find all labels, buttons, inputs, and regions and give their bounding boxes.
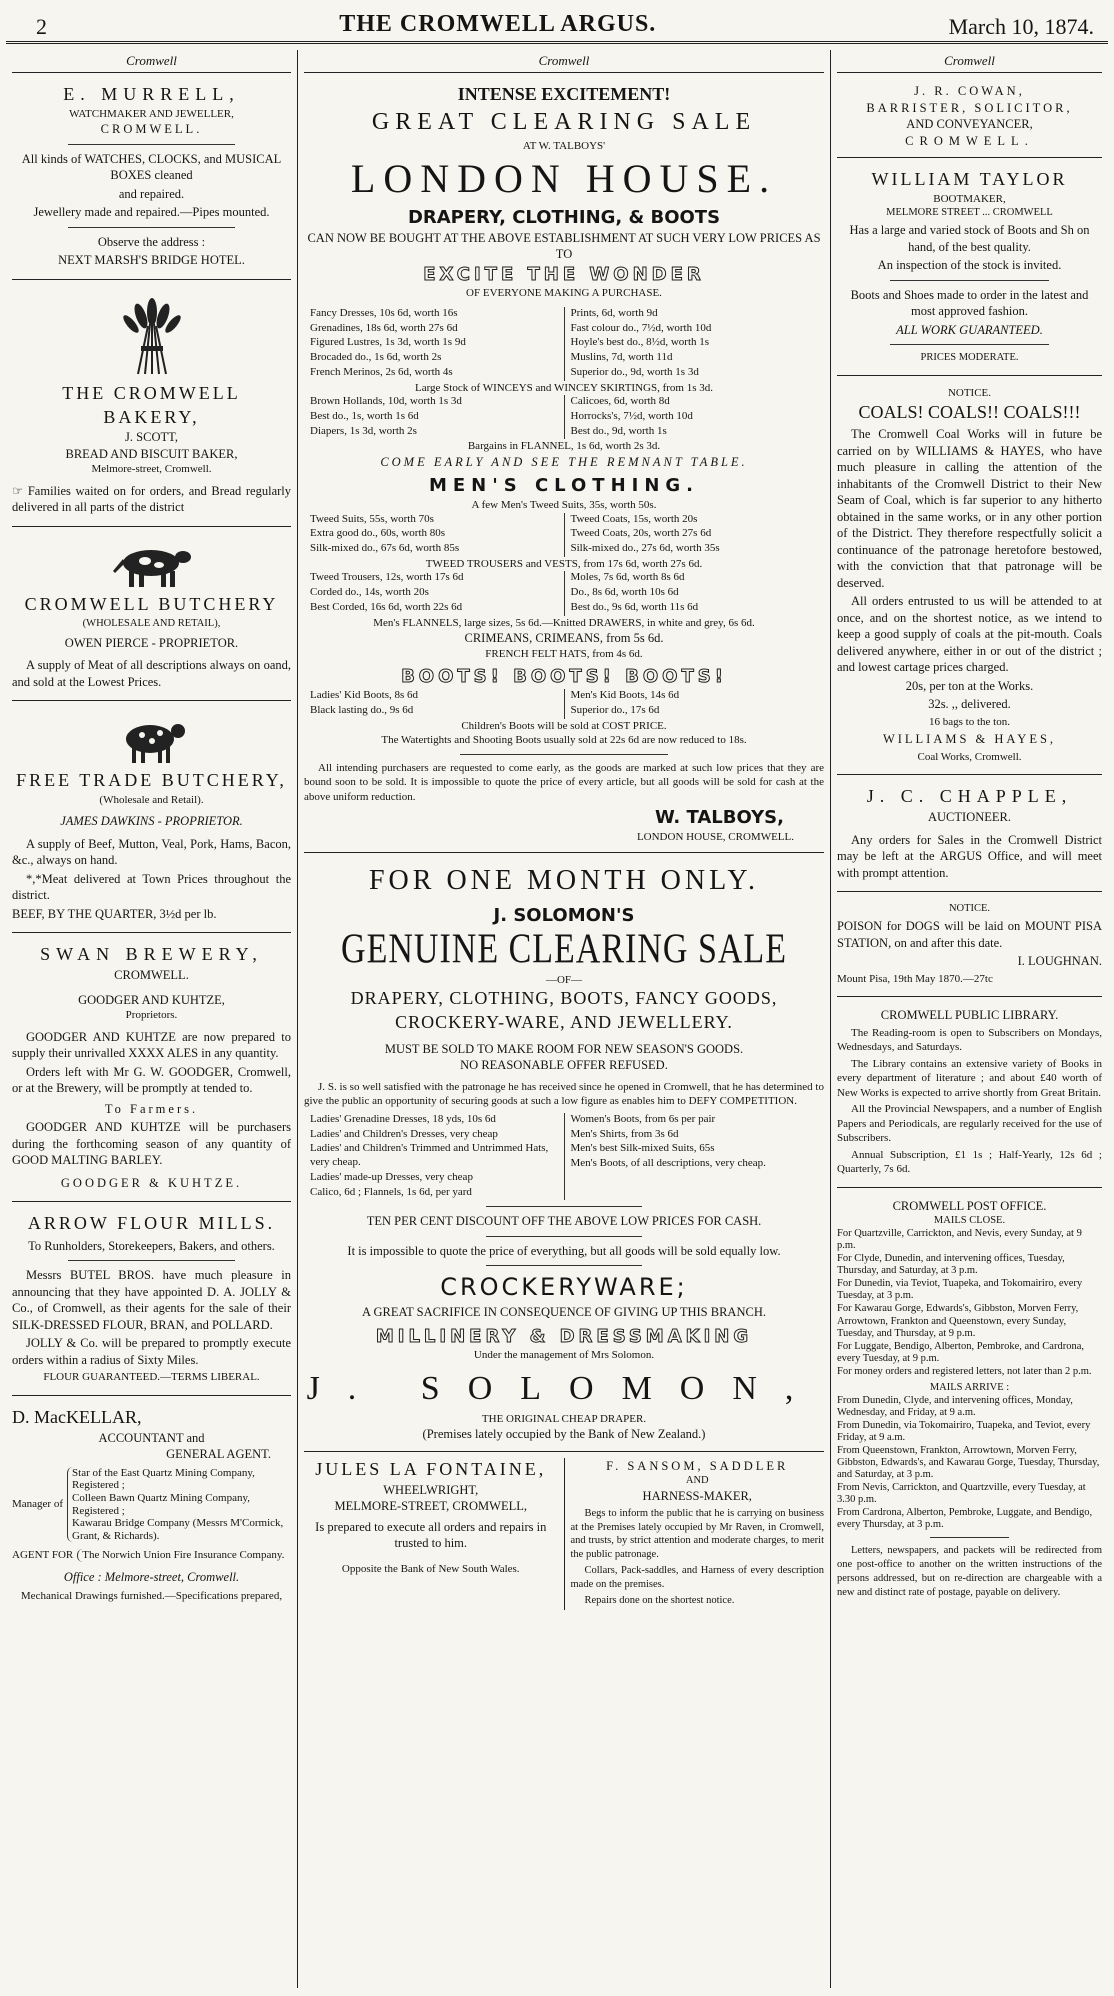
list-item: Tweed Suits, 55s, worth 70s [310, 512, 434, 525]
ad-post-office: CROMWELL POST OFFICE. MAILS CLOSE. For Quartzville, Carrickton, and Nevis, every Sunday, at 9 p.m. For Clyde, Dunedin, and intervening offices, Tuesday, Thursday, and Saturday, at 3 p.m. For Dunedin, via Teviot, Tuapeka, and Tokomairiro, every Tuesday, at 3 p.m. For Kawarau Gorge, Edwards's, Gibbston, Morven Ferry, Arrowtown, Frankton and Queenstown, every Sunday, Tuesday, and Thursday, at 9 p.m. For Luggate, Bendigo, Alberton, Pembroke, and Cardrona, every Tuesday, at 9 p.m. For money orders and registered letters, not later than 2 p.m. MAILS ARRIVE : From Dunedin, Clyde, and intervening offices, Monday, Wednesday, and Friday, at 9 a.m. From Dunedin, via Tokomairiro, Tuapeka, and Teviot, every Friday, at 9 a.m. From Queenstown, Frankton, Arrowtown, Morven Ferry, Gibbston, Edwards's, and Kawarau Gorge, Tuesday, Thursday, and Saturday, at 3 p.m. From Nevis, Carrickton, and Quartzville, every Tuesday, at 3.30 p.m. From Cardrona, Alberton, Pembroke, Luggate, and Bendigo, every Thursday, at 3 p.m. Letters, newspapers, and packets will be redirected from one post-office to another on the written instructions of the persons addressed, but on re-direction are chargeable with a new and distinct rate of postage, payable on delivery. [837, 1198, 1102, 1598]
wheat-sheaf-icon [117, 294, 187, 378]
list-item: Diapers, 1s 3d, worth 2s [310, 424, 417, 437]
list-item: Tweed Trousers, 12s, worth 17s 6d [310, 571, 464, 584]
ad-title: FREE TRADE BUTCHERY, [16, 770, 287, 791]
list-item: Ladies' Kid Boots, 8s 6d [310, 689, 419, 701]
ad-swan-brewery: SWAN BREWERY, CROMWELL. GOODGER AND KUHTZE, Proprietors. GOODGER AND KUHTZE are now prepared to supply their unrivalled XXXX ALES in any quantity. Orders left with Mr G. W. GOODGER, Cromwell, or at the Brewery, will be promptly at tended to. To Farmers. GOODGER AND KUHTZE will be purchasers during the forthcoming season of any quantity of GOOD MALTING BARLEY. GOODGER & KUHTZE. [12, 939, 291, 1202]
list-item: Figured Lustres, 1s 3d, worth 1s 9d [310, 336, 466, 349]
ad-title: WILLIAM TAYLOR [871, 169, 1068, 190]
ad-title: COALS! COALS!! COALS!!! [858, 401, 1081, 422]
ox-icon [107, 541, 197, 589]
list-item: Muslins, 7d, worth 11d [570, 351, 673, 364]
ram-icon [112, 715, 192, 765]
list-item: From Cardrona, Alberton, Pembroke, Luggate, and Bendigo, every Thursday, at 3 p.m. [837, 1507, 1093, 1531]
issue-date: March 10, 1874. [948, 13, 1094, 39]
ad-title: CROMWELL POST OFFICE. [892, 1198, 1047, 1213]
list-item: Calico, 6d ; Flannels, 1s 6d, per yard [310, 1185, 472, 1198]
ad-title: D. MacKELLAR, [12, 1406, 142, 1427]
ad-title: THE CROMWELL BAKERY, [62, 382, 241, 427]
column-middle [298, 50, 831, 1988]
ad-title: J. R. COWAN, [914, 84, 1025, 99]
list-item: Tweed Coats, 15s, worth 20s [570, 512, 698, 525]
list-item: Superior do., 9d, worth 1s 3d [570, 365, 699, 378]
list-item: Silk-mixed do., 67s 6d, worth 85s [310, 542, 460, 555]
list-item: Prints, 6d, worth 9d [570, 306, 658, 319]
list-item: Black lasting do., 9s 6d [310, 703, 414, 716]
ad-title: E. MURRELL, [63, 84, 240, 105]
list-item: Ladies' Grenadine Dresses, 18 yds, 10s 6d [310, 1112, 496, 1125]
page-number: 2 [36, 13, 47, 39]
list-item: Grenadines, 18s 6d, worth 27s 6d [310, 321, 458, 334]
newspaper-page [6, 6, 1108, 1988]
list-item: Tweed Coats, 20s, worth 27s 6d [570, 527, 712, 540]
column-head: Cromwell [837, 50, 1102, 73]
list-item: Horrocks's, 7½d, worth 10d [570, 409, 693, 422]
column-left [6, 50, 298, 1988]
list-item: From Queenstown, Frankton, Arrowtown, Morven Ferry, Gibbston, Edwards's, and Kawarau Gorge, Tuesday, Thursday, and Saturday, at 3 p.m. [837, 1444, 1100, 1481]
ad-title: CROMWELL BUTCHERY [24, 593, 279, 614]
masthead [6, 6, 1108, 44]
list-item: Best Corded, 16s 6d, worth 22s 6d [310, 600, 463, 613]
list-item: Ladies' and Children's Dresses, very cheap [310, 1127, 498, 1140]
ad-public-library: CROMWELL PUBLIC LIBRARY. The Reading-room is open to Subscribers on Mondays, Wednesdays, and Saturdays. The Library contains an extensive variety of Books in every department of literature ; and about £40 worth of New Works is expected to arrive shortly from Great Britain. All the Provincial Newspapers, and a number of English Papers and Periodicals, are regularly received for the use of Subscribers. Annual Subscription, £1 1s ; Half-Yearly, 12s 6d ; Quarterly, 7s 6d. [837, 1003, 1102, 1188]
ad-solomon: FOR ONE MONTH ONLY. J. SOLOMON'S GENUINE CLEARING SALE —OF— DRAPERY, CLOTHING, BOOTS, FANCY GOODS, CROCKERY-WARE, AND JEWELLERY. MUST BE SOLD TO MAKE ROOM FOR NEW SEASON'S GOODS. NO REASONABLE OFFER REFUSED. J. S. is so well satisfied with the patronage he has received since he opened in Cromwell, that he has determined to give the public an opportunity of securing goods at such a low figure as enables him to DEFY COMPETITION. Ladies' Grenadine Dresses, 18 yds, 10s 6d Ladies' and Children's Dresses, very cheap Ladies' and Children's Trimmed and Untrimmed Hats, very cheap. Ladies' made-up Dresses, very cheap Calico, 6d ; Flannels, 1s 6d, per yard Women's Boots, from 6s per pair Men's Shirts, from 3s 6d Men's best Silk-mixed Suits, 65s Men's Boots, of all descriptions, very cheap. TEN PER CENT DISCOUNT OFF THE ABOVE LOW PRICES FOR CASH. It is impossible to quote the price of everything, but all goods will be sold equally low. CROCKERYWARE; A GREAT SACRIFICE IN CONSEQUENCE OF GIVING UP THIS BRANCH. MILLINERY & DRESSMAKING Under the management of Mrs Solomon. J. SOLOMON, THE ORIGINAL CHEAP DRAPER. (Premises lately occupied by the Bank of New Zealand.) [304, 859, 824, 1451]
ad-title: JULES LA FONTAINE, [315, 1458, 547, 1479]
list-item: For Kawarau Gorge, Edwards's, Gibbston, Morven Ferry, Arrowtown, Frankton and Queenstown, every Sunday, Tuesday, and Thursday, at 9 p.m. [837, 1303, 1079, 1339]
ad-mackellar: D. MacKELLAR, ACCOUNTANT and GENERAL AGENT. Manager of Star of the East Quartz Mining Company, Registered ; Colleen Bawn Quartz Mining Company, Registered ; Kawarau Bridge Company (Messrs M'Cormick, Grant, & Richards). AGENT FOR The Norwich Union Fire Insurance Company. Office : Melmore-street, Cromwell. Mechanical Drawings furnished.—Specifications prepared, [12, 1402, 291, 1614]
list-item: Men's Boots, of all descriptions, very cheap. [570, 1157, 766, 1170]
list-item: Do., 8s 6d, worth 10s 6d [570, 586, 679, 599]
list-item: Brocaded do., 1s 6d, worth 2s [310, 351, 442, 364]
ad-murrell: E. MURRELL, WATCHMAKER AND JEWELLER, CROMWELL. All kinds of WATCHES, CLOCKS, and MUSICAL BOXES cleaned and repaired. Jewellery made and repaired.—Pipes mounted. Observe the address : NEXT MARSH'S BRIDGE HOTEL. [12, 79, 291, 280]
list-item: For Quartzville, Carrickton, and Nevis, every Sunday, at 9 p.m. [837, 1228, 1082, 1252]
list-item: Ladies' made-up Dresses, very cheap [310, 1170, 473, 1183]
ad-title: F. SANSOM, SADDLER [606, 1458, 789, 1473]
list-item: French Merinos, 2s 6d, worth 4s [310, 365, 453, 378]
ad-title: SWAN BREWERY, [40, 944, 263, 965]
list-item: Men's Shirts, from 3s 6d [570, 1127, 679, 1140]
list-item: Best do., 9s 6d, worth 11s 6d [570, 600, 699, 613]
list-item: Corded do., 14s, worth 20s [310, 586, 429, 599]
list-item: Silk-mixed do., 27s 6d, worth 35s [570, 542, 720, 555]
list-item: Fancy Dresses, 10s 6d, worth 16s [310, 306, 458, 319]
list-item: For Dunedin, via Teviot, Tuapeka, and Tokomairiro, every Tuesday, at 3 p.m. [837, 1278, 1083, 1302]
ad-jules-la-fontaine: JULES LA FONTAINE, WHEELWRIGHT, MELMORE-STREET, CROMWELL, Is prepared to execute all orders and repairs in trusted to him. Opposite the Bank of New South Wales. [304, 1458, 565, 1610]
column-right [831, 50, 1108, 1988]
list-item: Extra good do., 60s, worth 80s [310, 527, 446, 540]
list-item: For Clyde, Dunedin, and intervening offices, Tuesday, Thursday, and Saturday, at 3 p.m. [837, 1253, 1065, 1277]
ad-butchery: CROMWELL BUTCHERY (WHOLESALE AND RETAIL), OWEN PIERCE - PROPRIETOR. A supply of Meat of all descriptions always on oand, and sold at the Lowest Prices. [12, 533, 291, 701]
list-item: From Dunedin, via Tokomairiro, Tuapeka, and Teviot, every Friday, at 9 a.m. [837, 1419, 1091, 1443]
ad-cowan: J. R. COWAN, BARRISTER, SOLICITOR, AND CONVEYANCER, CROMWELL. [837, 79, 1102, 158]
list-item: Best do., 1s, worth 1s 6d [310, 409, 419, 422]
column-head: Cromwell [12, 50, 291, 73]
list-item: From Dunedin, Clyde, and intervening offices, Monday, Wednesday, and Friday, at 9 a.m. [837, 1394, 1073, 1418]
pointing-hand-icon: ☞ [12, 483, 24, 498]
ad-talboys: INTENSE EXCITEMENT! GREAT CLEARING SALE AT W. TALBOYS' LONDON HOUSE. DRAPERY, CLOTHING, & BOOTS CAN NOW BE BOUGHT AT THE ABOVE ESTABLISHMENT AT SUCH VERY LOW PRICES AS TO EXCITE THE WONDER OF EVERYONE MAKING A PURCHASE. Fancy Dresses, 10s 6d, worth 16s Grenadines, 18s 6d, worth 27s 6d Figured Lustres, 1s 3d, worth 1s 9d Brocaded do., 1s 6d, worth 2s French Merinos, 2s 6d, worth 4s Prints, 6d, worth 9d Fast colour do., 7½d, worth 10d Hoyle's best do., 8½d, worth 1s Muslins, 7d, worth 11d Superior do., 9d, worth 1s 3d Large Stock of WINCEYS and WINCEY SKIRTINGS, from 1s 3d. Brown Hollands, 10d, worth 1s 3d Best do., 1s, worth 1s 6d Diapers, 1s 3d, worth 2s Calicoes, 6d, worth 8d Horrocks's, 7½d, worth 10d Best do., 9d, worth 1s Bargains in FLANNEL, 1s 6d, worth 2s 3d. COME EARLY AND SEE THE REMNANT TABLE. MEN'S CLOTHING. A few Men's Tweed Suits, 35s, worth 50s. Tweed Suits, 55s, worth 70s Extra good do., 60s, worth 80s Silk-mixed do., 67s 6d, worth 85s Tweed Coats, 15s, worth 20s Tweed Coats, 20s, worth 27s 6d Silk-mixed do., 27s 6d, worth 35s TWEED TROUSERS and VESTS, from 17s 6d, worth 27s 6d. Tweed Trousers, 12s, worth 17s 6d Corded do., 14s, worth 20s Best Corded, 16s 6d, worth 22s 6d Moles, 7s 6d, worth 8s 6d Do., 8s 6d, worth 10s 6d Best do., 9s 6d, worth 11s 6d Men's FLANNELS, large sizes, 5s 6d.—Knitted DRAWERS, in white and grey, 6s 6d. CRIMEANS, CRIMEANS, from 5s 6d. FRENCH FELT HATS, from 4s 6d. BOOTS! BOOTS! BOOTS! Ladies' Kid Boots, 8s 6d Black lasting do., 9s 6d Men's Kid Boots, 14s 6d Superior do., 17s 6d Children's Boots will be sold at COST PRICE. The Watertights and Shooting Boots usually sold at 22s 6d are now reduced to 18s. All intending purchasers are requested to come early, as the goods are marked at such low prices that they are bound soon to be sold. It is impossible to quote the price of every article, but all goods will be sold for cash at the above uniform reduction. W. TALBOYS, LONDON HOUSE, CROMWELL. [304, 79, 824, 853]
bottom-split [304, 1458, 824, 1610]
ad-sansom: F. SANSOM, SADDLER AND HARNESS-MAKER, Begs to inform the public that he is carrying on business at the Premises lately occupied by Mr Raven, in Cromwell, and trusts, by strict attention and moderate charges, to merit the public patronage. Collars, Pack-saddles, and Harness of every description made on the premises. Repairs done on the shortest notice. [570, 1458, 824, 1606]
ad-william-taylor: WILLIAM TAYLOR BOOTMAKER, MELMORE STREET ... CROMWELL Has a large and varied stock of Boots and Sh on hand, of the best quality. An inspection of the stock is invited. Boots and Shoes made to order in the latest and most approved fashion. ALL WORK GUARANTEED. PRICES MODERATE. [837, 164, 1102, 376]
list-item: Hoyle's best do., 8½d, worth 1s [570, 336, 710, 349]
list-item: Women's Boots, from 6s per pair [570, 1112, 716, 1125]
ad-title: J. C. CHAPPLE, [866, 786, 1073, 807]
list-item: Fast colour do., 7½d, worth 10d [570, 321, 712, 334]
ad-title: ARROW FLOUR MILLS. [27, 1213, 276, 1234]
list-item: For Luggate, Bendigo, Alberton, Pembroke, and Cardrona, every Tuesday, at 9 p.m. [837, 1340, 1084, 1364]
list-item: Ladies' and Children's Trimmed and Untrimmed Hats, very cheap. [310, 1142, 549, 1169]
newspaper-title: THE CROMWELL ARGUS. [339, 11, 657, 38]
list-item: Moles, 7s 6d, worth 8s 6d [570, 571, 685, 584]
ad-arrow-flour-mills: ARROW FLOUR MILLS. To Runholders, Storekeepers, Bakers, and others. Messrs BUTEL BROS. have much pleasure in announcing that they have appointed D. A. JOLLY & Co., of Cromwell, as their agents for the sale of their SILK-DRESSED FLOUR, BRAN, and POLLARD. JOLLY & Co. will be prepared to promptly execute orders within a radius of Sixty Miles. FLOUR GUARANTEED.—TERMS LIBERAL. [12, 1208, 291, 1396]
list-item: Men's best Silk-mixed Suits, 65s [570, 1142, 715, 1155]
list-item: Brown Hollands, 10d, worth 1s 3d [310, 395, 462, 408]
list-item: Men's Kid Boots, 14s 6d [570, 689, 680, 701]
ad-title: CROMWELL PUBLIC LIBRARY. [880, 1008, 1059, 1023]
list-item: From Nevis, Carrickton, and Quartzville, every Tuesday, at 3.30 p.m. [837, 1482, 1086, 1506]
ad-free-trade-butchery: FREE TRADE BUTCHERY, (Wholesale and Retail). JAMES DAWKINS - PROPRIETOR. A supply of Beef, Mutton, Veal, Pork, Hams, Bacon, &c., always on hand. *,*Meat delivered at Town Prices throughout the district. BEEF, BY THE QUARTER, 3½d per lb. [12, 707, 291, 933]
list-item: Best do., 9d, worth 1s [570, 424, 667, 437]
list-item: For money orders and registered letters, not later than 2 p.m. [837, 1365, 1092, 1377]
ad-coals: NOTICE. COALS! COALS!! COALS!!! The Cromwell Coal Works will in future be carried on by WILLIAMS & HAYES, who have much pleasure in calling the attention of the inhabitants of the Cromwell District to their New Seam of Coal, which is far superior to any hitherto obtained in the same works, or in any other portion of the District. They therefore respectfully solicit a continuance of the patronage heretofore bestowed, with the conviction that that patronage will be deserved. All orders entrusted to us will be attended to at once, and on the shortest notice, as we intend to keep a good supply of coals at the pit-mouth. Coals delivered anywhere, either in or out of the district ; and lowest cartage prices charged. 20s, per ton at the Works. 32s. ,, delivered. 16 bags to the ton. WILLIAMS & HAYES, Coal Works, Cromwell. [837, 382, 1102, 775]
column-head: Cromwell [304, 50, 824, 73]
ad-bakery: THE CROMWELL BAKERY, J. SCOTT, BREAD AND BISCUIT BAKER, Melmore-street, Cromwell. ☞ Families waited on for orders, and Bread regularly delivered in all parts of the district [12, 286, 291, 527]
list-item: Superior do., 17s 6d [570, 703, 660, 716]
ad-chapple: J. C. CHAPPLE, AUCTIONEER. Any orders for Sales in the Cromwell District may be left at the ARGUS Office, and will meet with prompt attention. [837, 781, 1102, 892]
list-item: Calicoes, 6d, worth 8d [570, 395, 670, 408]
ad-poison-notice: NOTICE. POISON for DOGS will be laid on MOUNT PISA STATION, on and after this date. I. LOUGHNAN. Mount Pisa, 19th May 1870.—27tc [837, 898, 1102, 997]
